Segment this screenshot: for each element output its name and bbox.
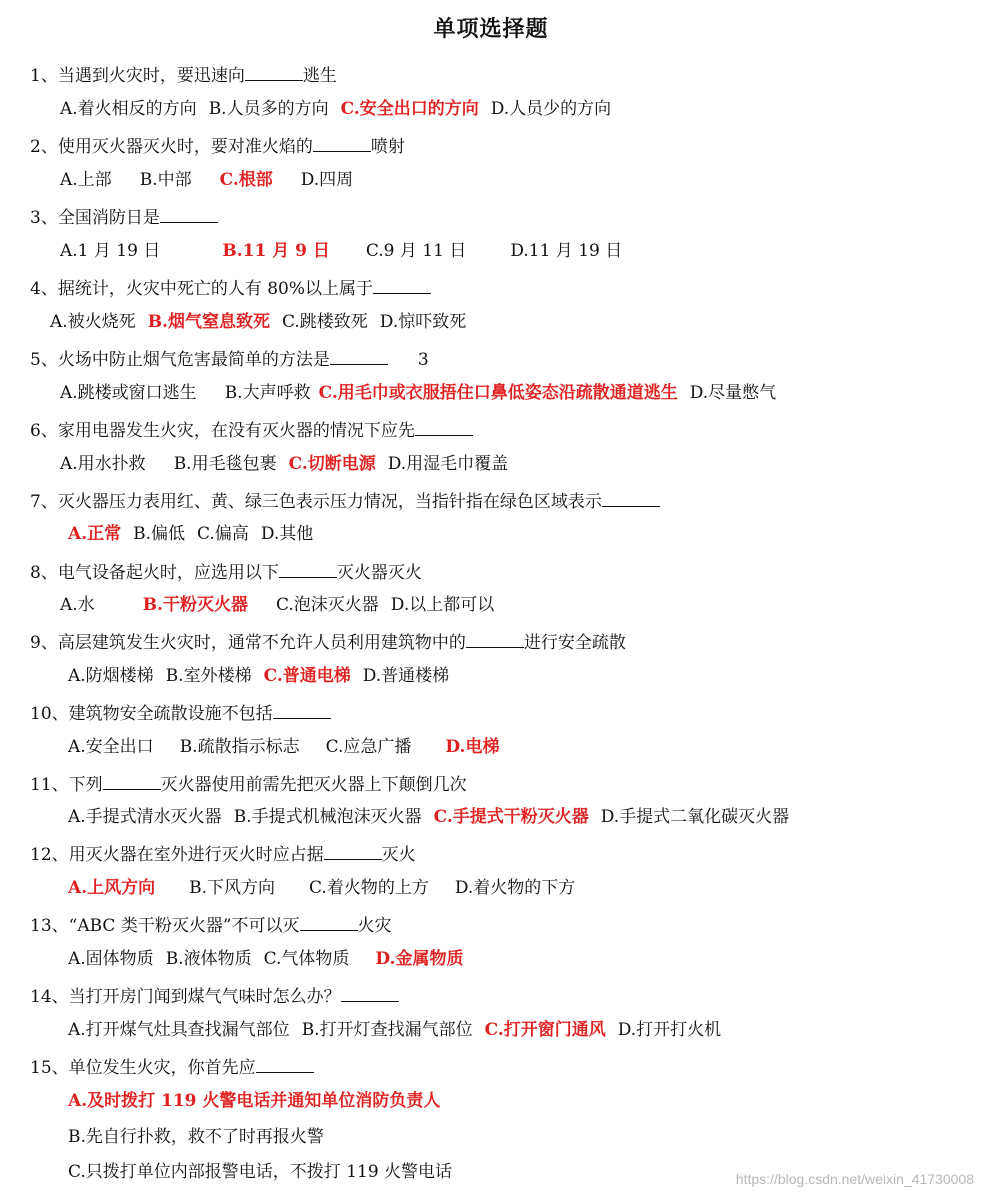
question-text: 单位发生火灾，你首先应: [68, 1058, 256, 1078]
question-8: [30, 559, 422, 585]
options-row: [68, 1089, 452, 1113]
question-number: 11、: [30, 775, 69, 795]
question-text: 家用电器发生火灾，在没有灭火器的情况下应先: [57, 421, 415, 441]
question-text: 下列: [68, 775, 103, 795]
option-a-correct[interactable]: A.正常: [68, 524, 122, 544]
options-row: [68, 1018, 733, 1042]
question-number: 15、: [30, 1058, 69, 1078]
question-text: 据统计，火灾中死亡的人有 80%以上属于: [57, 279, 374, 299]
option-c-correct[interactable]: C.用毛巾或衣服捂住口鼻低姿态沿疏散通道逃生: [318, 383, 678, 403]
option-d[interactable]: D.手提式二氧化碳灭火器: [600, 807, 790, 827]
question-number: 3、: [30, 208, 58, 228]
answer-blank[interactable]: [415, 417, 473, 436]
options-row: [60, 593, 506, 617]
question-number: 7、: [30, 492, 58, 512]
answer-blank[interactable]: [273, 700, 331, 719]
option-b[interactable]: B.疏散指示标志: [179, 737, 300, 757]
option-c[interactable]: C.着火物的上方: [309, 878, 429, 898]
option-c[interactable]: C.气体物质: [263, 949, 350, 969]
answer-blank[interactable]: [245, 62, 303, 81]
option-a[interactable]: A.1 月 19 日: [60, 241, 161, 261]
question-number: 4、: [30, 279, 58, 299]
option-b[interactable]: B.大声呼救: [224, 383, 311, 403]
question-12: [30, 841, 416, 867]
options-row: [60, 239, 666, 263]
stray-mark: 3: [417, 350, 429, 370]
question-text-end: 进行安全疏散: [523, 633, 626, 653]
question-13: [30, 912, 392, 938]
options-row: [60, 168, 381, 192]
answer-blank[interactable]: [300, 912, 358, 931]
answer-blank[interactable]: [160, 204, 218, 223]
question-text-end: 喷射: [370, 137, 405, 157]
question-text: 当遇到火灾时，要迅速向: [57, 66, 245, 86]
question-text: 高层建筑发生火灾时，通常不允许人员利用建筑物中的: [57, 633, 466, 653]
option-d[interactable]: D.普通楼梯: [362, 666, 450, 686]
option-d[interactable]: D.用湿毛巾覆盖: [387, 454, 509, 474]
option-b[interactable]: B.液体物质: [165, 949, 252, 969]
option-c[interactable]: C.泡沫灭火器: [275, 595, 379, 615]
option-b-correct[interactable]: B.干粉灭火器: [142, 595, 248, 615]
page-title: 单项选择题: [433, 16, 549, 42]
option-a-correct[interactable]: A.及时拨打 119 火警电话并通知单位消防负责人: [68, 1091, 441, 1111]
option-d[interactable]: D.四周: [300, 170, 354, 190]
options-row: [68, 876, 601, 900]
option-a[interactable]: A.水: [60, 595, 95, 615]
question-text-end: 火灾: [357, 916, 392, 936]
options-row: [68, 805, 801, 829]
question-number: 1、: [30, 66, 58, 86]
option-a[interactable]: A.跳楼或窗口逃生: [60, 383, 197, 403]
option-d-correct[interactable]: D.电梯: [445, 737, 500, 757]
option-b[interactable]: B.人员多的方向: [208, 99, 329, 119]
option-c[interactable]: C.9 月 11 日: [365, 241, 467, 261]
option-b[interactable]: B.手提式机械泡沫灭火器: [233, 807, 422, 827]
option-c-correct[interactable]: C.切断电源: [288, 454, 376, 474]
question-number: 12、: [30, 845, 69, 865]
question-text: 电气设备起火时，应选用以下: [57, 563, 279, 583]
options-row: [68, 735, 533, 759]
option-c[interactable]: C.跳楼致死: [281, 312, 368, 332]
question-9: [30, 629, 626, 655]
option-b[interactable]: B.打开灯查找漏气部位: [301, 1020, 473, 1040]
option-a[interactable]: A.着火相反的方向: [60, 99, 197, 119]
options-row: [68, 947, 489, 971]
option-d[interactable]: D.其他: [260, 524, 314, 544]
question-2: [30, 133, 405, 159]
question-15: [30, 1054, 314, 1080]
answer-blank[interactable]: [256, 1054, 314, 1073]
question-text-end: 逃生: [302, 66, 337, 86]
answer-blank[interactable]: [313, 133, 371, 152]
answer-blank[interactable]: [602, 488, 660, 507]
option-b[interactable]: B.室外楼梯: [165, 666, 252, 686]
option-a[interactable]: A.打开煤气灶具查找漏气部位: [68, 1020, 290, 1040]
question-text: 使用灭火器灭火时，要对准火焰的: [57, 137, 313, 157]
option-a[interactable]: A.手提式清水灭火器: [68, 807, 222, 827]
option-a-correct[interactable]: A.上风方向: [68, 878, 156, 898]
option-b[interactable]: B.偏低: [133, 524, 186, 544]
option-b[interactable]: B.用毛毯包裹: [173, 454, 277, 474]
watermark: https://blog.csdn.net/weixin_41730008: [735, 1171, 974, 1187]
question-text: “ABC 类干粉灭火器”不可以灭: [68, 916, 300, 936]
options-row: [60, 452, 520, 476]
option-d[interactable]: D.人员少的方向: [490, 99, 612, 119]
option-c-correct[interactable]: C.普通电梯: [263, 666, 351, 686]
answer-blank[interactable]: [341, 983, 399, 1002]
answer-blank[interactable]: [466, 629, 524, 648]
question-11: [30, 771, 467, 797]
question-1: [30, 62, 337, 88]
option-b[interactable]: B.下风方向: [189, 878, 276, 898]
question-3: [30, 204, 218, 230]
question-text-end: 灭火: [381, 845, 416, 865]
option-b-correct[interactable]: B.烟气窒息致死: [147, 312, 270, 332]
option-b-correct[interactable]: B.11 月 9 日: [222, 241, 330, 261]
question-number: 6、: [30, 421, 58, 441]
question-number: 9、: [30, 633, 58, 653]
option-c-correct[interactable]: C.打开窗门通风: [484, 1020, 606, 1040]
question-number: 10、: [30, 704, 69, 724]
answer-blank[interactable]: [279, 559, 337, 578]
option-a[interactable]: A.安全出口: [68, 737, 154, 757]
options-row: [68, 1125, 336, 1149]
option-c[interactable]: C.应急广播: [325, 737, 412, 757]
question-7: [30, 488, 660, 514]
options-row: [68, 664, 461, 688]
question-number: 14、: [30, 987, 69, 1007]
question-text: 全国消防日是: [57, 208, 160, 228]
question-number: 8、: [30, 563, 58, 583]
answer-blank[interactable]: [103, 771, 161, 790]
option-d[interactable]: D.尽量憋气: [689, 383, 777, 403]
answer-blank[interactable]: [330, 346, 388, 365]
question-6: [30, 417, 473, 443]
question-number: 2、: [30, 137, 58, 157]
question-number: 13、: [30, 916, 69, 936]
question-10: [30, 700, 331, 726]
option-c-correct[interactable]: C.安全出口的方向: [340, 99, 479, 119]
option-a[interactable]: A.上部: [60, 170, 112, 190]
answer-blank[interactable]: [324, 841, 382, 860]
question-4: [30, 275, 431, 301]
question-text: 建筑物安全疏散设施不包括: [68, 704, 273, 724]
option-a[interactable]: A.防烟楼梯: [68, 666, 154, 686]
option-d[interactable]: D.打开打火机: [617, 1020, 722, 1040]
option-d-correct[interactable]: D.金属物质: [375, 949, 464, 969]
question-5: [30, 346, 429, 372]
option-c-correct[interactable]: C.手提式干粉灭火器: [433, 807, 589, 827]
option-a[interactable]: A.固体物质: [68, 949, 154, 969]
option-d[interactable]: D.惊吓致死: [379, 312, 467, 332]
option-a[interactable]: A.被火烧死: [50, 312, 136, 332]
option-d[interactable]: D.11 月 19 日: [510, 241, 623, 261]
options-row: [50, 310, 478, 334]
option-c[interactable]: C.只拨打单位内部报警电话，不拨打 119 火警电话: [68, 1162, 453, 1182]
options-row: [68, 522, 325, 546]
question-14: [30, 983, 399, 1009]
option-d[interactable]: D.以上都可以: [390, 595, 495, 615]
option-d[interactable]: D.着火物的下方: [454, 878, 576, 898]
option-b[interactable]: B.中部: [139, 170, 192, 190]
options-row: [68, 1160, 464, 1184]
option-a[interactable]: A.用水扑救: [60, 454, 146, 474]
question-text: 用灭火器在室外进行灭火时应占据: [68, 845, 324, 865]
question-text-end: 灭火器灭火: [336, 563, 422, 583]
option-c[interactable]: C.偏高: [197, 524, 249, 544]
options-row: [60, 381, 788, 405]
question-text: 灭火器压力表用红、黄、绿三色表示压力情况，当指针指在绿色区域表示: [57, 492, 602, 512]
option-c-correct[interactable]: C.根部: [219, 170, 273, 190]
options-row: [60, 97, 623, 121]
question-text: 火场中防止烟气危害最简单的方法是: [57, 350, 330, 370]
answer-blank[interactable]: [373, 275, 431, 294]
question-number: 5、: [30, 350, 58, 370]
option-b[interactable]: B.先自行扑救，救不了时再报火警: [68, 1127, 324, 1147]
question-text: 当打开房门闻到煤气气味时怎么办？: [68, 987, 341, 1007]
question-text-end: 灭火器使用前需先把灭火器上下颠倒几次: [160, 775, 467, 795]
